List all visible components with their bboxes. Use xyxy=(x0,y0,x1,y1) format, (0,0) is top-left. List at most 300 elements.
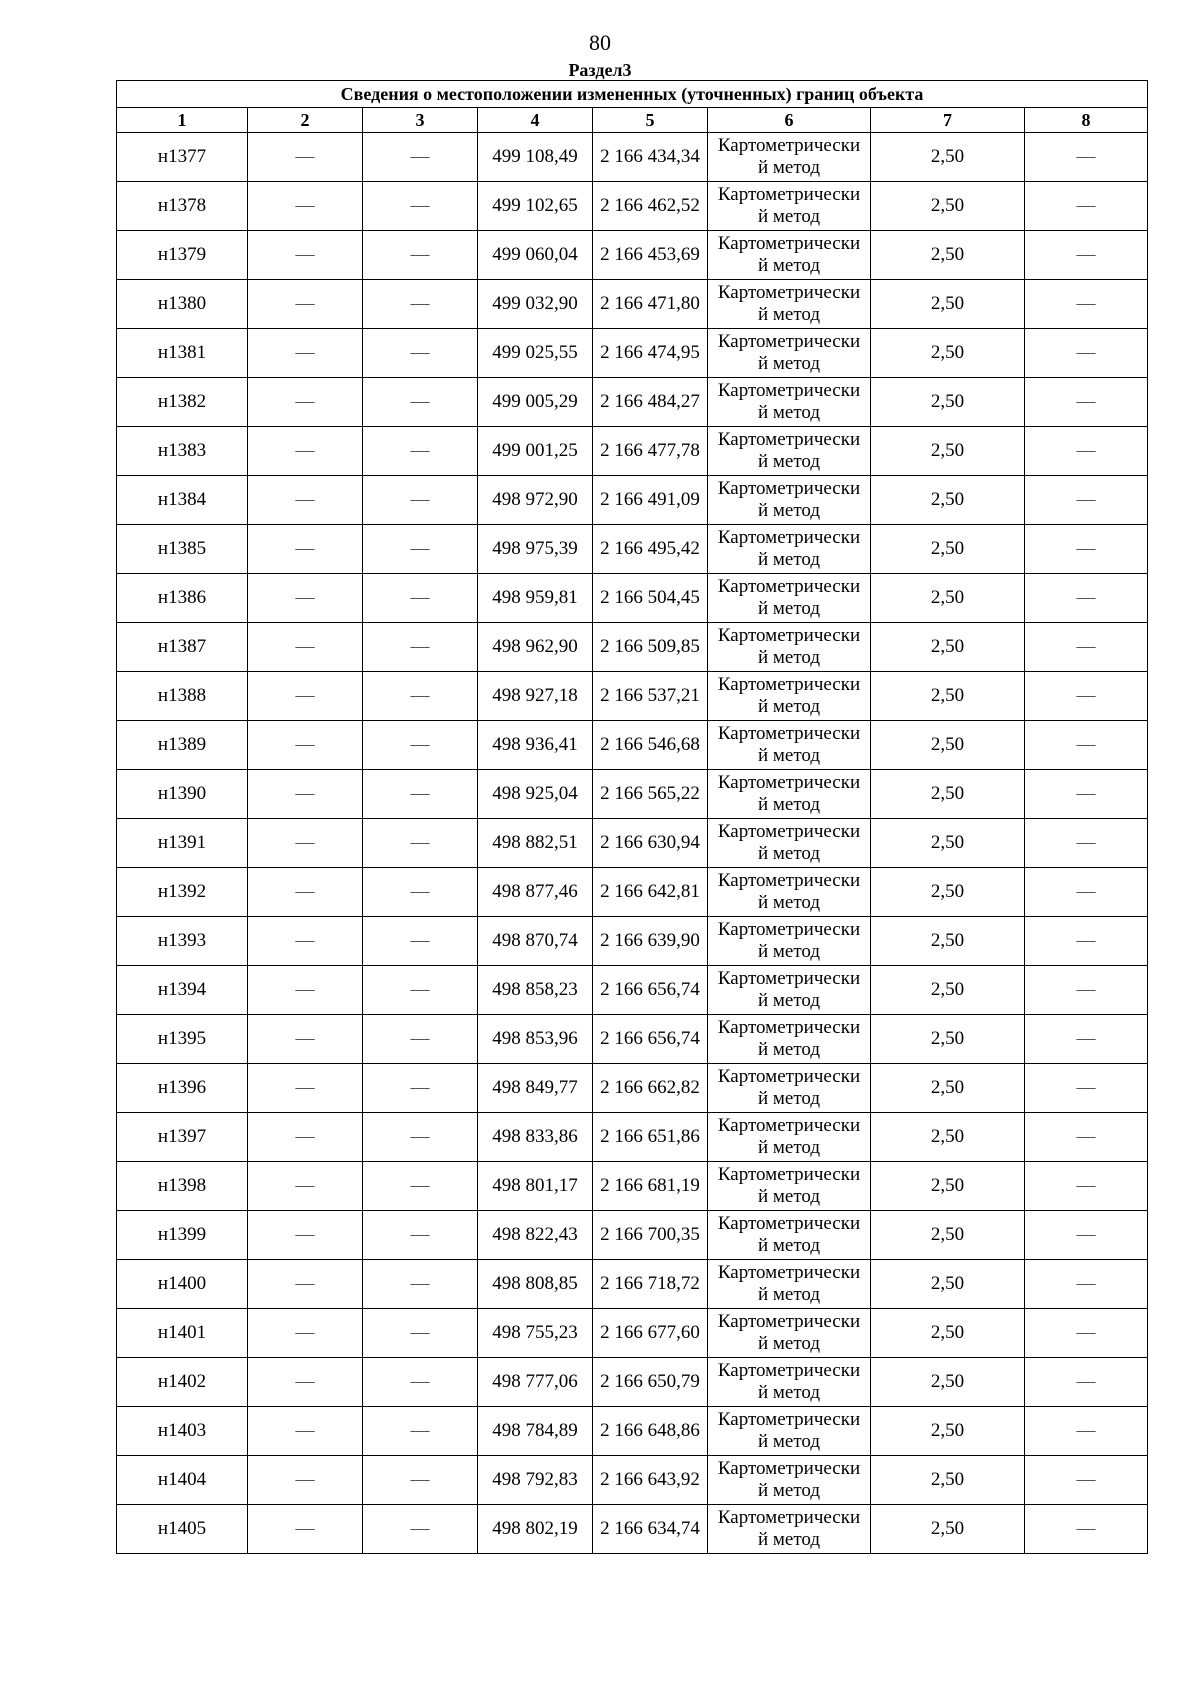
method-cell xyxy=(708,1015,871,1064)
column-8-cell: — xyxy=(1025,329,1148,378)
column-2-cell: — xyxy=(248,721,363,770)
y-coordinate-cell: 2 166 639,90 xyxy=(593,917,708,966)
x-coordinate-cell: 498 822,43 xyxy=(478,1211,593,1260)
method-line-1: Картометрически xyxy=(717,380,861,401)
column-8-cell: — xyxy=(1025,427,1148,476)
accuracy-cell: 2,50 xyxy=(871,378,1025,427)
column-number: 8 xyxy=(1025,108,1148,133)
x-coordinate-cell: 498 802,19 xyxy=(478,1505,593,1554)
accuracy-cell: 2,50 xyxy=(871,427,1025,476)
y-coordinate-cell: 2 166 656,74 xyxy=(593,966,708,1015)
method-line-2: й метод xyxy=(757,892,821,913)
column-3-cell: — xyxy=(363,574,478,623)
method-line-2: й метод xyxy=(757,1137,821,1158)
column-3-cell: — xyxy=(363,1015,478,1064)
column-2-cell: — xyxy=(248,133,363,182)
table-row xyxy=(117,1456,1148,1505)
method-line-1: Картометрически xyxy=(717,282,861,303)
column-2-cell: — xyxy=(248,329,363,378)
y-coordinate-cell: 2 166 474,95 xyxy=(593,329,708,378)
column-8-cell: — xyxy=(1025,770,1148,819)
column-3-cell: — xyxy=(363,378,478,427)
column-2-cell: — xyxy=(248,280,363,329)
x-coordinate-cell: 499 032,90 xyxy=(478,280,593,329)
column-8-cell: — xyxy=(1025,133,1148,182)
method-line-1: Картометрически xyxy=(717,674,861,695)
table-row xyxy=(117,1407,1148,1456)
section-label: Раздел3 xyxy=(568,60,632,80)
accuracy-cell: 2,50 xyxy=(871,574,1025,623)
y-coordinate-cell: 2 166 565,22 xyxy=(593,770,708,819)
accuracy-cell: 2,50 xyxy=(871,868,1025,917)
column-2-cell: — xyxy=(248,672,363,721)
column-8-cell: — xyxy=(1025,1505,1148,1554)
method-cell xyxy=(708,770,871,819)
column-8-cell: — xyxy=(1025,182,1148,231)
accuracy-cell: 2,50 xyxy=(871,623,1025,672)
x-coordinate-cell: 498 962,90 xyxy=(478,623,593,672)
method-line-1: Картометрически xyxy=(717,576,861,597)
accuracy-cell: 2,50 xyxy=(871,133,1025,182)
y-coordinate-cell: 2 166 537,21 xyxy=(593,672,708,721)
column-number: 3 xyxy=(363,108,478,133)
method-cell xyxy=(708,917,871,966)
method-cell xyxy=(708,378,871,427)
column-2-cell: — xyxy=(248,476,363,525)
column-8-cell: — xyxy=(1025,231,1148,280)
table-row xyxy=(117,574,1148,623)
accuracy-cell: 2,50 xyxy=(871,1260,1025,1309)
method-line-2: й метод xyxy=(757,1039,821,1060)
method-cell xyxy=(708,231,871,280)
method-line-1: Картометрически xyxy=(717,233,861,254)
column-3-cell: — xyxy=(363,917,478,966)
method-line-2: й метод xyxy=(757,745,821,766)
method-cell xyxy=(708,721,871,770)
y-coordinate-cell: 2 166 509,85 xyxy=(593,623,708,672)
method-line-2: й метод xyxy=(757,647,821,668)
method-line-2: й метод xyxy=(757,402,821,423)
method-line-2: й метод xyxy=(757,941,821,962)
column-3-cell: — xyxy=(363,966,478,1015)
method-line-1: Картометрически xyxy=(717,1115,861,1136)
x-coordinate-cell: 498 882,51 xyxy=(478,819,593,868)
point-number-cell: н1388 xyxy=(117,672,248,721)
method-line-2: й метод xyxy=(757,157,821,178)
method-cell xyxy=(708,1113,871,1162)
table-row xyxy=(117,476,1148,525)
table-row xyxy=(117,672,1148,721)
column-8-cell: — xyxy=(1025,280,1148,329)
column-3-cell: — xyxy=(363,427,478,476)
accuracy-cell: 2,50 xyxy=(871,231,1025,280)
column-3-cell: — xyxy=(363,1358,478,1407)
accuracy-cell: 2,50 xyxy=(871,917,1025,966)
x-coordinate-cell: 499 005,29 xyxy=(478,378,593,427)
method-line-2: й метод xyxy=(757,1333,821,1354)
y-coordinate-cell: 2 166 681,19 xyxy=(593,1162,708,1211)
x-coordinate-cell: 498 975,39 xyxy=(478,525,593,574)
point-number-cell: н1386 xyxy=(117,574,248,623)
table-row xyxy=(117,1211,1148,1260)
x-coordinate-cell: 499 108,49 xyxy=(478,133,593,182)
column-3-cell: — xyxy=(363,1407,478,1456)
column-8-cell: — xyxy=(1025,1064,1148,1113)
column-3-cell: — xyxy=(363,231,478,280)
column-2-cell: — xyxy=(248,525,363,574)
column-3-cell: — xyxy=(363,819,478,868)
accuracy-cell: 2,50 xyxy=(871,280,1025,329)
x-coordinate-cell: 498 959,81 xyxy=(478,574,593,623)
column-8-cell: — xyxy=(1025,1309,1148,1358)
column-number: 6 xyxy=(708,108,871,133)
y-coordinate-cell: 2 166 700,35 xyxy=(593,1211,708,1260)
column-2-cell: — xyxy=(248,574,363,623)
column-2-cell: — xyxy=(248,623,363,672)
point-number-cell: н1381 xyxy=(117,329,248,378)
column-number: 2 xyxy=(248,108,363,133)
x-coordinate-cell: 498 792,83 xyxy=(478,1456,593,1505)
column-2-cell: — xyxy=(248,1162,363,1211)
method-line-2: й метод xyxy=(757,353,821,374)
x-coordinate-cell: 498 925,04 xyxy=(478,770,593,819)
column-8-cell: — xyxy=(1025,1211,1148,1260)
table-row xyxy=(117,770,1148,819)
point-number-cell: н1403 xyxy=(117,1407,248,1456)
method-line-1: Картометрически xyxy=(717,135,861,156)
x-coordinate-cell: 499 025,55 xyxy=(478,329,593,378)
method-line-1: Картометрически xyxy=(717,1017,861,1038)
accuracy-cell: 2,50 xyxy=(871,1358,1025,1407)
point-number-cell: н1382 xyxy=(117,378,248,427)
y-coordinate-cell: 2 166 651,86 xyxy=(593,1113,708,1162)
method-line-2: й метод xyxy=(757,304,821,325)
method-line-2: й метод xyxy=(757,451,821,472)
y-coordinate-cell: 2 166 546,68 xyxy=(593,721,708,770)
table-row xyxy=(117,623,1148,672)
column-2-cell: — xyxy=(248,378,363,427)
method-line-1: Картометрически xyxy=(717,429,861,450)
table-row xyxy=(117,966,1148,1015)
method-line-1: Картометрически xyxy=(717,870,861,891)
table-row xyxy=(117,868,1148,917)
point-number-cell: н1398 xyxy=(117,1162,248,1211)
x-coordinate-cell: 498 877,46 xyxy=(478,868,593,917)
method-line-2: й метод xyxy=(757,843,821,864)
x-coordinate-cell: 499 060,04 xyxy=(478,231,593,280)
column-2-cell: — xyxy=(248,868,363,917)
y-coordinate-cell: 2 166 471,80 xyxy=(593,280,708,329)
method-line-1: Картометрически xyxy=(717,527,861,548)
accuracy-cell: 2,50 xyxy=(871,721,1025,770)
column-2-cell: — xyxy=(248,917,363,966)
y-coordinate-cell: 2 166 677,60 xyxy=(593,1309,708,1358)
y-coordinate-cell: 2 166 491,09 xyxy=(593,476,708,525)
method-cell xyxy=(708,868,871,917)
accuracy-cell: 2,50 xyxy=(871,1162,1025,1211)
method-cell xyxy=(708,525,871,574)
column-8-cell: — xyxy=(1025,917,1148,966)
column-number: 1 xyxy=(117,108,248,133)
y-coordinate-cell: 2 166 718,72 xyxy=(593,1260,708,1309)
accuracy-cell: 2,50 xyxy=(871,966,1025,1015)
method-line-1: Картометрически xyxy=(717,723,861,744)
column-8-cell: — xyxy=(1025,574,1148,623)
column-number: 5 xyxy=(593,108,708,133)
method-line-2: й метод xyxy=(757,549,821,570)
column-2-cell: — xyxy=(248,1064,363,1113)
point-number-cell: н1393 xyxy=(117,917,248,966)
method-line-1: Картометрически xyxy=(717,1066,861,1087)
method-line-1: Картометрически xyxy=(717,1458,861,1479)
column-3-cell: — xyxy=(363,329,478,378)
method-line-2: й метод xyxy=(757,1235,821,1256)
table-row xyxy=(117,133,1148,182)
method-cell xyxy=(708,672,871,721)
x-coordinate-cell: 498 801,17 xyxy=(478,1162,593,1211)
column-8-cell: — xyxy=(1025,1358,1148,1407)
column-8-cell: — xyxy=(1025,525,1148,574)
point-number-cell: н1389 xyxy=(117,721,248,770)
accuracy-cell: 2,50 xyxy=(871,525,1025,574)
y-coordinate-cell: 2 166 477,78 xyxy=(593,427,708,476)
column-3-cell: — xyxy=(363,476,478,525)
column-3-cell: — xyxy=(363,1113,478,1162)
accuracy-cell: 2,50 xyxy=(871,1113,1025,1162)
method-line-2: й метод xyxy=(757,1284,821,1305)
column-3-cell: — xyxy=(363,182,478,231)
table-row xyxy=(117,819,1148,868)
point-number-cell: н1378 xyxy=(117,182,248,231)
method-line-1: Картометрически xyxy=(717,968,861,989)
x-coordinate-cell: 498 755,23 xyxy=(478,1309,593,1358)
column-number: 4 xyxy=(478,108,593,133)
method-line-2: й метод xyxy=(757,1382,821,1403)
point-number-cell: н1401 xyxy=(117,1309,248,1358)
table-row xyxy=(117,378,1148,427)
x-coordinate-cell: 498 833,86 xyxy=(478,1113,593,1162)
point-number-cell: н1383 xyxy=(117,427,248,476)
method-cell xyxy=(708,280,871,329)
y-coordinate-cell: 2 166 648,86 xyxy=(593,1407,708,1456)
method-line-1: Картометрически xyxy=(717,821,861,842)
accuracy-cell: 2,50 xyxy=(871,770,1025,819)
column-2-cell: — xyxy=(248,1309,363,1358)
column-8-cell: — xyxy=(1025,868,1148,917)
accuracy-cell: 2,50 xyxy=(871,329,1025,378)
table-row xyxy=(117,427,1148,476)
point-number-cell: н1377 xyxy=(117,133,248,182)
method-line-2: й метод xyxy=(757,696,821,717)
point-number-cell: н1399 xyxy=(117,1211,248,1260)
y-coordinate-cell: 2 166 495,42 xyxy=(593,525,708,574)
point-number-cell: н1404 xyxy=(117,1456,248,1505)
method-line-1: Картометрически xyxy=(717,772,861,793)
method-cell xyxy=(708,133,871,182)
column-2-cell: — xyxy=(248,770,363,819)
x-coordinate-cell: 498 936,41 xyxy=(478,721,593,770)
method-line-1: Картометрически xyxy=(717,331,861,352)
point-number-cell: н1385 xyxy=(117,525,248,574)
accuracy-cell: 2,50 xyxy=(871,182,1025,231)
table-row xyxy=(117,1113,1148,1162)
column-2-cell: — xyxy=(248,966,363,1015)
method-cell xyxy=(708,1407,871,1456)
accuracy-cell: 2,50 xyxy=(871,1211,1025,1260)
y-coordinate-cell: 2 166 662,82 xyxy=(593,1064,708,1113)
method-line-2: й метод xyxy=(757,1480,821,1501)
table-row xyxy=(117,1162,1148,1211)
accuracy-cell: 2,50 xyxy=(871,1505,1025,1554)
column-3-cell: — xyxy=(363,1162,478,1211)
point-number-cell: н1402 xyxy=(117,1358,248,1407)
point-number-cell: н1379 xyxy=(117,231,248,280)
column-3-cell: — xyxy=(363,672,478,721)
x-coordinate-cell: 498 777,06 xyxy=(478,1358,593,1407)
table-row xyxy=(117,525,1148,574)
column-2-cell: — xyxy=(248,819,363,868)
y-coordinate-cell: 2 166 630,94 xyxy=(593,819,708,868)
x-coordinate-cell: 498 784,89 xyxy=(478,1407,593,1456)
accuracy-cell: 2,50 xyxy=(871,672,1025,721)
table-title: Сведения о местоположении измененных (уточненных) границ объекта xyxy=(117,81,1148,108)
point-number-cell: н1395 xyxy=(117,1015,248,1064)
coordinates-table xyxy=(116,80,1148,1554)
y-coordinate-cell: 2 166 650,79 xyxy=(593,1358,708,1407)
point-number-cell: н1394 xyxy=(117,966,248,1015)
method-line-2: й метод xyxy=(757,598,821,619)
point-number-cell: н1387 xyxy=(117,623,248,672)
table-row xyxy=(117,917,1148,966)
method-line-2: й метод xyxy=(757,794,821,815)
table-row xyxy=(117,182,1148,231)
point-number-cell: н1400 xyxy=(117,1260,248,1309)
column-8-cell: — xyxy=(1025,721,1148,770)
method-cell xyxy=(708,623,871,672)
x-coordinate-cell: 499 102,65 xyxy=(478,182,593,231)
table-row xyxy=(117,1309,1148,1358)
x-coordinate-cell: 498 972,90 xyxy=(478,476,593,525)
column-2-cell: — xyxy=(248,1358,363,1407)
column-8-cell: — xyxy=(1025,1162,1148,1211)
column-3-cell: — xyxy=(363,1505,478,1554)
method-cell xyxy=(708,427,871,476)
method-cell xyxy=(708,1456,871,1505)
method-line-1: Картометрически xyxy=(717,478,861,499)
column-3-cell: — xyxy=(363,1064,478,1113)
method-line-2: й метод xyxy=(757,500,821,521)
y-coordinate-cell: 2 166 484,27 xyxy=(593,378,708,427)
column-8-cell: — xyxy=(1025,672,1148,721)
method-line-1: Картометрически xyxy=(717,1507,861,1528)
x-coordinate-cell: 498 853,96 xyxy=(478,1015,593,1064)
point-number-cell: н1397 xyxy=(117,1113,248,1162)
method-cell xyxy=(708,329,871,378)
column-8-cell: — xyxy=(1025,1260,1148,1309)
column-3-cell: — xyxy=(363,1309,478,1358)
method-line-2: й метод xyxy=(757,990,821,1011)
method-cell xyxy=(708,182,871,231)
point-number-cell: н1391 xyxy=(117,819,248,868)
method-cell xyxy=(708,476,871,525)
column-3-cell: — xyxy=(363,1260,478,1309)
method-line-1: Картометрически xyxy=(717,919,861,940)
column-2-cell: — xyxy=(248,1407,363,1456)
method-line-2: й метод xyxy=(757,1529,821,1550)
method-line-1: Картометрически xyxy=(717,1262,861,1283)
method-line-1: Картометрически xyxy=(717,1409,861,1430)
method-line-2: й метод xyxy=(757,1431,821,1452)
point-number-cell: н1392 xyxy=(117,868,248,917)
column-3-cell: — xyxy=(363,133,478,182)
column-2-cell: — xyxy=(248,1456,363,1505)
method-cell xyxy=(708,819,871,868)
accuracy-cell: 2,50 xyxy=(871,1064,1025,1113)
column-2-cell: — xyxy=(248,1260,363,1309)
column-8-cell: — xyxy=(1025,1407,1148,1456)
x-coordinate-cell: 498 858,23 xyxy=(478,966,593,1015)
column-number-row xyxy=(117,108,1148,133)
method-line-1: Картометрически xyxy=(717,1311,861,1332)
x-coordinate-cell: 498 927,18 xyxy=(478,672,593,721)
method-line-1: Картометрически xyxy=(717,1164,861,1185)
column-3-cell: — xyxy=(363,280,478,329)
method-line-1: Картометрически xyxy=(717,1213,861,1234)
method-line-1: Картометрически xyxy=(717,625,861,646)
method-cell xyxy=(708,1260,871,1309)
y-coordinate-cell: 2 166 434,34 xyxy=(593,133,708,182)
y-coordinate-cell: 2 166 642,81 xyxy=(593,868,708,917)
method-line-1: Картометрически xyxy=(717,1360,861,1381)
column-8-cell: — xyxy=(1025,966,1148,1015)
y-coordinate-cell: 2 166 504,45 xyxy=(593,574,708,623)
table-row xyxy=(117,1505,1148,1554)
column-8-cell: — xyxy=(1025,819,1148,868)
y-coordinate-cell: 2 166 656,74 xyxy=(593,1015,708,1064)
column-8-cell: — xyxy=(1025,623,1148,672)
column-2-cell: — xyxy=(248,1113,363,1162)
table-row xyxy=(117,280,1148,329)
method-cell xyxy=(708,1309,871,1358)
method-cell xyxy=(708,574,871,623)
column-8-cell: — xyxy=(1025,1113,1148,1162)
table-row xyxy=(117,231,1148,280)
x-coordinate-cell: 498 808,85 xyxy=(478,1260,593,1309)
column-2-cell: — xyxy=(248,1211,363,1260)
y-coordinate-cell: 2 166 634,74 xyxy=(593,1505,708,1554)
accuracy-cell: 2,50 xyxy=(871,476,1025,525)
point-number-cell: н1380 xyxy=(117,280,248,329)
method-line-2: й метод xyxy=(757,255,821,276)
point-number-cell: н1405 xyxy=(117,1505,248,1554)
accuracy-cell: 2,50 xyxy=(871,819,1025,868)
method-line-1: Картометрически xyxy=(717,184,861,205)
column-2-cell: — xyxy=(248,1505,363,1554)
point-number-cell: н1390 xyxy=(117,770,248,819)
column-2-cell: — xyxy=(248,182,363,231)
accuracy-cell: 2,50 xyxy=(871,1407,1025,1456)
method-line-2: й метод xyxy=(757,1186,821,1207)
column-2-cell: — xyxy=(248,1015,363,1064)
table-row xyxy=(117,1015,1148,1064)
column-3-cell: — xyxy=(363,770,478,819)
table-title-row xyxy=(117,81,1148,108)
table-row xyxy=(117,1064,1148,1113)
column-8-cell: — xyxy=(1025,1456,1148,1505)
table-row xyxy=(117,1260,1148,1309)
table-body xyxy=(117,81,1148,1554)
column-3-cell: — xyxy=(363,1211,478,1260)
